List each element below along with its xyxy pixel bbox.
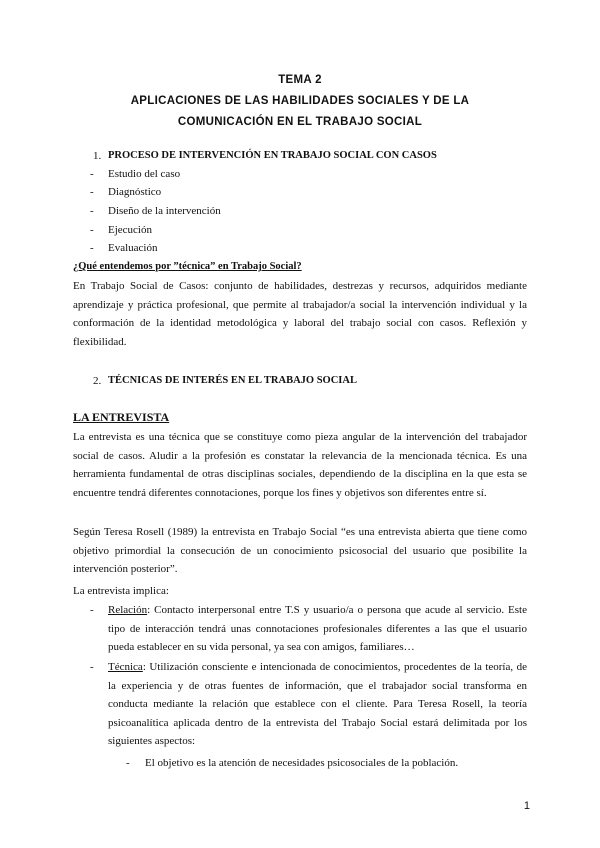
sub-bullet-item: El objetivo es la atención de necesidades psicosociales de la población. bbox=[145, 757, 459, 769]
bullet-dash: - bbox=[90, 661, 94, 673]
title-line-2: COMUNICACIÓN EN EL TRABAJO SOCIAL bbox=[177, 116, 423, 128]
tema-label: TEMA 2 bbox=[278, 74, 322, 86]
interview-implies-label: La entrevista implica: bbox=[73, 585, 169, 597]
section-1-number: 1. bbox=[93, 150, 102, 162]
interview-paragraph-2: Según Teresa Rosell (1989) la entrevista en Trabajo Social “es una entrevista abierta que tiene como objetivo primordial la consecución de un conocimiento psicosocial del usuario que posibilite la intervención posterior”. bbox=[73, 526, 527, 575]
bullet-tecnica bbox=[108, 658, 527, 751]
list-item: Evaluación bbox=[108, 242, 158, 254]
technique-definition-paragraph: En Trabajo Social de Casos: conjunto de habilidades, destrezas y recursos, adquiridos mediante aprendizaje y práctica profesional, que permite al trabajador/a social la intervención individual y la conformación de la identidad metodológica y laboral del trabajo social con casos. Reflexión y flexibilidad. bbox=[73, 280, 527, 348]
list-dash: - bbox=[90, 168, 94, 180]
list-dash: - bbox=[90, 242, 94, 254]
interview-subtitle: LA ENTREVISTA bbox=[73, 410, 170, 424]
list-dash: - bbox=[90, 224, 94, 236]
bullet-text: : Contacto interpersonal entre T.S y usuario/a o persona que acude al servicio. Este tipo de interacción tendrá unas connotaciones profesionales diferentes a las que el usuario pueda establecer en su vida personal, ya sea con amigos, familiares… bbox=[108, 604, 527, 653]
bullet-text: : Utilización consciente e intencionada de conocimientos, procedentes de la teoría, de la experiencia y de otras fuentes de información, que el trabajador social transforma en conducta mediante la relación que establece con el cliente. Para Teresa Rosell, la teoría psicoanalítica aplicada dentro de la entrevista del Trabajo Social estará delimitada por los siguientes aspectos: bbox=[108, 661, 527, 747]
sub-bullet-dash: - bbox=[126, 757, 130, 769]
section-2-title: TÉCNICAS DE INTERÉS EN EL TRABAJO SOCIAL bbox=[108, 375, 357, 386]
list-item: Diagnóstico bbox=[108, 186, 162, 198]
list-dash: - bbox=[90, 186, 94, 198]
list-dash: - bbox=[90, 205, 94, 217]
page-number: 1 bbox=[523, 800, 530, 812]
bullet-term: Relación bbox=[108, 604, 148, 616]
technique-question: ¿Qué entendemos por ”técnica” en Trabajo Social? bbox=[73, 261, 302, 272]
bullet-relacion bbox=[108, 601, 527, 657]
bullet-dash: - bbox=[90, 604, 94, 616]
list-item: Diseño de la intervención bbox=[108, 205, 221, 217]
section-1-title: PROCESO DE INTERVENCIÓN EN TRABAJO SOCIAL CON CASOS bbox=[108, 150, 437, 161]
bullet-term: Técnica bbox=[108, 661, 143, 673]
section-2-number: 2. bbox=[93, 375, 102, 387]
list-item: Ejecución bbox=[108, 224, 152, 236]
title-line-1: APLICACIONES DE LAS HABILIDADES SOCIALES Y DE LA bbox=[130, 95, 470, 107]
interview-paragraph-1: La entrevista es una técnica que se constituye como pieza angular de la intervención del trabajador social de casos. Aludir a la profesión es constatar la relevancia de la mencionada técnica. Es una herramienta fundamental de otras disciplinas sociales, dependiendo de la disciplina en la que esta se encuentre tendrá diferentes connotaciones, porque los fines y objetivos son diferentes entre sí. bbox=[73, 431, 527, 499]
list-item: Estudio del caso bbox=[108, 168, 181, 180]
